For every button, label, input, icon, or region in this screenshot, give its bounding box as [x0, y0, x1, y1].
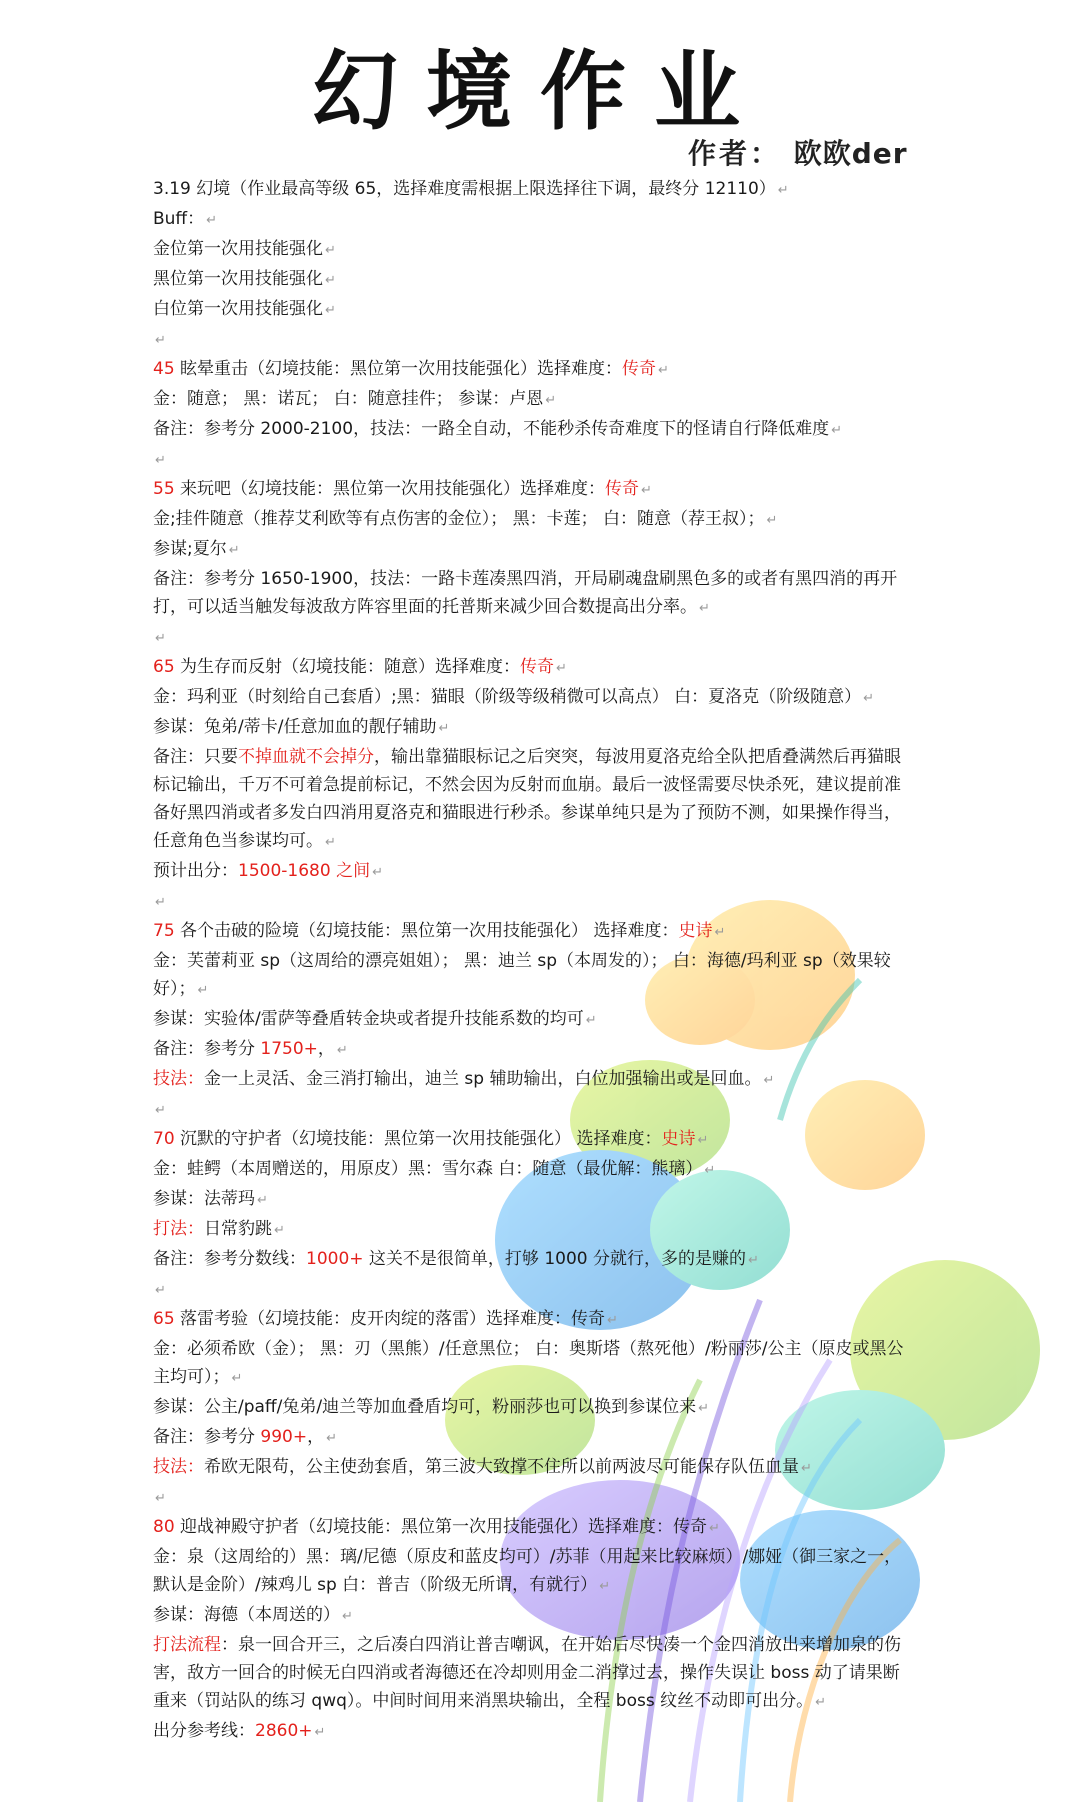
section-70-note: 备注：参考分数线：1000+ 这关不是很简单，打够 1000 分就行，多的是赚的 ↵ [153, 1249, 759, 1269]
section-75-team: 金：芙蕾莉亚 sp（这周给的漂亮姐姐）； 黑：迪兰 sp（本周发的）； 白：海德/玛利亚 sp（效果较好）； ↵ [153, 951, 891, 999]
section-45-note: 备注：参考分 2000-2100，技法：一路全自动，不能秒杀传奇难度下的怪请自行降低难度 ↵ [153, 419, 842, 439]
section-55-team: 金;挂件随意（推荐艾利欧等有点伤害的金位）； 黑：卡莲； 白：随意（荐王叔）； ↵ [153, 509, 778, 529]
buff-item: 白位第一次用技能强化 ↵ [153, 299, 336, 319]
return-mark: ↵ [325, 273, 336, 288]
section-65a-heading: 65 为生存而反射（幻境技能：随意）选择难度：传奇 ↵ [153, 657, 567, 677]
section-80-score: 出分参考线：2860+ ↵ [153, 1721, 326, 1741]
author-name: 欧欧der [793, 137, 908, 170]
section-70-play: 打法：日常豹跳 ↵ [153, 1219, 285, 1239]
buff-label: Buff： ↵ [153, 209, 218, 229]
blank-line: ↵ [155, 631, 166, 646]
blank-line: ↵ [155, 1491, 166, 1506]
section-45-team: 金：随意； 黑：诺瓦； 白：随意挂件； 参谋：卢恩 ↵ [153, 389, 557, 409]
section-65b-team: 金：必须希欧（金）； 黑：刃（黑熊）/任意黑位； 白：奥斯塔（熬死他）/粉丽莎/公主（原皮或黑公主均可）； ↵ [153, 1339, 904, 1387]
section-65a-team: 金：玛利亚（时刻给自己套盾）;黑：猫眼（阶级等级稍微可以高点） 白：夏洛克（阶级随意） ↵ [153, 687, 875, 707]
section-65b-note: 备注：参考分 990+， ↵ [153, 1427, 338, 1447]
section-65b-tech: 技法：希欧无限苟，公主使劲套盾，第三波大致撑不住所以前两波尽可能保存队伍血量 ↵ [153, 1457, 812, 1477]
section-55-heading: 55 来玩吧（幻境技能：黑位第一次用技能强化）选择难度：传奇 ↵ [153, 479, 652, 499]
return-mark: ↵ [206, 213, 218, 228]
section-65a-expect: 预计出分：1500-1680 之间 ↵ [153, 861, 383, 881]
section-80-advisor: 参谋：海德（本周送的） ↵ [153, 1605, 353, 1625]
author-label: 作者： [688, 137, 782, 170]
section-75-note: 备注：参考分 1750+， ↵ [153, 1039, 348, 1059]
section-75-heading: 75 各个击破的险境（幻境技能：黑位第一次用技能强化） 选择难度：史诗 ↵ [153, 921, 726, 941]
section-70-heading: 70 沉默的守护者（幻境技能：黑位第一次用技能强化） 选择难度：史诗 ↵ [153, 1129, 709, 1149]
blank-line: ↵ [155, 1283, 166, 1298]
section-55-note: 备注：参考分 1650-1900，技法：一路卡莲凑黑四消，开局刷魂盘刷黑色多的或者有黑四消的再开打，可以适当触发每波敌方阵容里面的托普斯来减少回合数提高出分率。 ↵ [153, 569, 898, 617]
blank-line: ↵ [155, 333, 166, 348]
section-70-advisor: 参谋：法蒂玛 ↵ [153, 1189, 268, 1209]
return-mark: ↵ [325, 303, 336, 318]
page-title: 幻境作业 [312, 42, 768, 142]
section-70-team: 金：蛙鳄（本周赠送的，用原皮）黑：雪尔森 白：随意（最优解：熊璃） ↵ [153, 1159, 716, 1179]
document-body [153, 175, 913, 1747]
intro-line: 3.19 幻境（作业最高等级 65，选择难度需根据上限选择往下调，最终分 12110） ↵ [153, 179, 789, 199]
section-80-team: 金：泉（这周给的）黑：璃/尼德（原皮和蓝皮均可）/苏菲（用起来比较麻烦）/娜娅（御三家之一，默认是金阶）/辣鸡儿 sp 白：普吉（阶级无所谓，有就行） ↵ [153, 1547, 902, 1595]
buff-item: 黑位第一次用技能强化 ↵ [153, 269, 336, 289]
section-65b-advisor: 参谋：公主/paff/兔弟/迪兰等加血叠盾均可，粉丽莎也可以换到参谋位来 ↵ [153, 1397, 710, 1417]
blank-line: ↵ [155, 453, 166, 468]
author-line [688, 132, 908, 172]
section-75-tech: 技法：金一上灵活、金三消打输出，迪兰 sp 辅助输出，白位加强输出或是回血。 ↵ [153, 1069, 775, 1089]
section-80-heading: 80 迎战神殿守护者（幻境技能：黑位第一次用技能强化）选择难度：传奇 ↵ [153, 1517, 720, 1537]
section-65b-heading: 65 落雷考验（幻境技能：皮开肉绽的落雷）选择难度：传奇 ↵ [153, 1309, 618, 1329]
section-55-advisor: 参谋;夏尔 ↵ [153, 539, 240, 559]
section-45-heading: 45 眩晕重击（幻境技能：黑位第一次用技能强化）选择难度：传奇 ↵ [153, 359, 669, 379]
blank-line: ↵ [155, 1103, 166, 1118]
section-80-flow: 打法流程：泉一回合开三，之后凑白四消让普吉嘲讽，在开始后尽快凑一个金四消放出来增加泉的伤害，敌方一回合的时候无白四消或者海德还在冷却则用金二消撑过去，操作失误让 boss 动了请果断重来（罚站队的练习 qwq）。中间时间用来消黑块输出，全程 boss 纹丝不动即可出分。 ↵ [153, 1635, 901, 1711]
buff-item: 金位第一次用技能强化 ↵ [153, 239, 336, 259]
section-75-advisor: 参谋：实验体/雷萨等叠盾转金块或者提升技能系数的均可 ↵ [153, 1009, 597, 1029]
return-mark: ↵ [777, 183, 789, 198]
blank-line: ↵ [155, 895, 166, 910]
return-mark: ↵ [325, 243, 336, 258]
section-65a-advisor: 参谋：兔弟/蒂卡/任意加血的靓仔辅助 ↵ [153, 717, 450, 737]
section-65a-note: 备注：只要不掉血就不会掉分，输出靠猫眼标记之后突突，每波用夏洛克给全队把盾叠满然后再猫眼标记输出，千万不可着急提前标记，不然会因为反射而血崩。最后一波怪需要尽快杀死，建议提前准备好黑四消或者多发白四消用夏洛克和猫眼进行秒杀。参谋单纯只是为了预防不测，如果操作得当，任意角色当参谋均可。 ↵ [153, 747, 901, 851]
